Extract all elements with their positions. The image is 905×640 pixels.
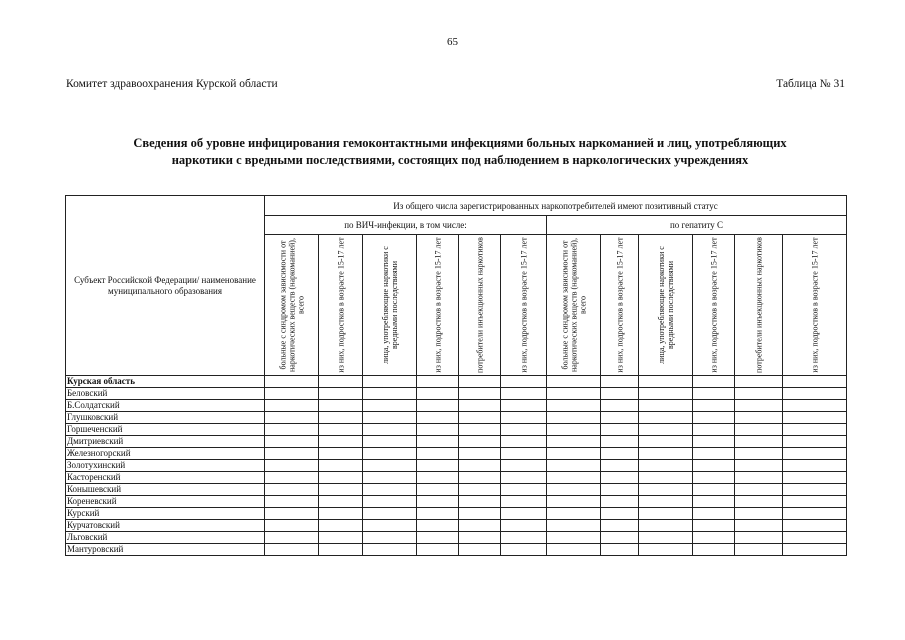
table-row xyxy=(66,400,847,412)
page-number: 65 xyxy=(447,36,458,48)
table-cell xyxy=(417,436,459,448)
table-cell xyxy=(735,424,783,436)
table-cell xyxy=(501,508,547,520)
table-cell xyxy=(601,424,639,436)
table-cell xyxy=(319,436,363,448)
table-cell xyxy=(319,520,363,532)
table-cell xyxy=(693,424,735,436)
table-cell xyxy=(417,460,459,472)
table-cell xyxy=(639,448,693,460)
group-header-hepatitis-c: по гепатиту С xyxy=(547,216,847,235)
table-cell xyxy=(601,496,639,508)
table-cell xyxy=(547,424,601,436)
table-cell xyxy=(783,496,847,508)
table-cell xyxy=(547,376,601,388)
table-cell xyxy=(601,532,639,544)
table-cell xyxy=(639,532,693,544)
table-cell xyxy=(265,388,319,400)
table-cell xyxy=(735,508,783,520)
column-header xyxy=(783,235,847,376)
table-cell xyxy=(601,400,639,412)
column-header-label: из них, подростков в возрасте 15-17 лет xyxy=(810,237,819,373)
table-cell xyxy=(547,388,601,400)
table-cell xyxy=(265,376,319,388)
table-cell xyxy=(601,484,639,496)
table-cell xyxy=(265,508,319,520)
column-header-label: лица, употребляющие наркотики с вредными последствиями xyxy=(380,246,399,364)
table-cell xyxy=(783,460,847,472)
column-header-label: из них, подростков в возрасте 15-17 лет xyxy=(615,237,624,373)
table-cell xyxy=(501,484,547,496)
column-header xyxy=(601,235,639,376)
table-cell xyxy=(417,496,459,508)
table-row xyxy=(66,484,847,496)
table-cell xyxy=(783,424,847,436)
table-row xyxy=(66,448,847,460)
table-row xyxy=(66,472,847,484)
column-header-label: потребители инъекционных наркотиков xyxy=(475,237,484,373)
table-cell xyxy=(547,412,601,424)
table-cell xyxy=(319,400,363,412)
table-cell xyxy=(265,460,319,472)
table-cell xyxy=(319,376,363,388)
table-cell xyxy=(363,448,417,460)
table-cell xyxy=(601,520,639,532)
table-cell xyxy=(501,436,547,448)
table-cell xyxy=(783,388,847,400)
table-cell xyxy=(363,388,417,400)
column-header xyxy=(417,235,459,376)
table-cell xyxy=(417,520,459,532)
table-cell xyxy=(783,448,847,460)
table-cell xyxy=(459,448,501,460)
column-header xyxy=(319,235,363,376)
row-name: Касторенский xyxy=(66,472,265,484)
column-header xyxy=(639,235,693,376)
table-row xyxy=(66,376,847,388)
table-cell xyxy=(459,532,501,544)
table-cell xyxy=(693,520,735,532)
table-cell xyxy=(693,436,735,448)
table-cell xyxy=(693,388,735,400)
table-cell xyxy=(417,532,459,544)
table-cell xyxy=(735,532,783,544)
committee-name: Комитет здравоохранения Курской области xyxy=(66,78,278,90)
table-cell xyxy=(501,496,547,508)
table-cell xyxy=(639,472,693,484)
table-cell xyxy=(319,496,363,508)
table-cell xyxy=(417,376,459,388)
table-cell xyxy=(735,412,783,424)
table-cell xyxy=(639,484,693,496)
table-cell xyxy=(265,472,319,484)
group-header-hiv: по ВИЧ-инфекции, в том числе: xyxy=(265,216,547,235)
table-cell xyxy=(417,388,459,400)
top-header: Из общего числа зарегистрированных наркопотребителей имеют позитивный статус xyxy=(265,196,847,216)
table-cell xyxy=(459,472,501,484)
table-cell xyxy=(693,508,735,520)
column-header-label: лица, употребляющие наркотики с вредными последствиями xyxy=(656,246,675,364)
table-cell xyxy=(783,532,847,544)
table-cell xyxy=(319,532,363,544)
table-cell xyxy=(363,484,417,496)
row-name: Курский xyxy=(66,508,265,520)
table-cell xyxy=(783,472,847,484)
table-cell xyxy=(639,436,693,448)
column-header xyxy=(501,235,547,376)
table-cell xyxy=(601,472,639,484)
table-cell xyxy=(601,436,639,448)
table-cell xyxy=(639,520,693,532)
table-cell xyxy=(735,376,783,388)
table-cell xyxy=(363,424,417,436)
table-cell xyxy=(417,484,459,496)
title-line-1: Сведения об уровне инфицирования гемоконтактными инфекциями больных наркоманией и лиц, употребляющих xyxy=(133,136,787,150)
table-cell xyxy=(265,436,319,448)
column-header-label: из них, подростков в возрасте 15-17 лет xyxy=(709,237,718,373)
table-cell xyxy=(735,388,783,400)
table-number: Таблица № 31 xyxy=(776,78,845,90)
row-name: Конышевский xyxy=(66,484,265,496)
table-cell xyxy=(783,412,847,424)
row-name: Беловский xyxy=(66,388,265,400)
table-cell xyxy=(639,412,693,424)
table-cell xyxy=(265,400,319,412)
table-cell xyxy=(639,400,693,412)
table-cell xyxy=(319,484,363,496)
table-cell xyxy=(265,544,319,556)
table-cell xyxy=(265,520,319,532)
column-header xyxy=(459,235,501,376)
column-header xyxy=(547,235,601,376)
table-cell xyxy=(547,472,601,484)
table-cell xyxy=(363,376,417,388)
table-cell xyxy=(639,496,693,508)
table-cell xyxy=(265,448,319,460)
table-row xyxy=(66,412,847,424)
data-table xyxy=(65,195,847,556)
table-cell xyxy=(459,496,501,508)
table-cell xyxy=(735,544,783,556)
table-cell xyxy=(459,388,501,400)
row-name: Горшеченский xyxy=(66,424,265,436)
table-cell xyxy=(693,472,735,484)
table-cell xyxy=(319,388,363,400)
column-header-label: из них, подростков в возрасте 15-17 лет xyxy=(433,237,442,373)
column-header-label: из них, подростков в возрасте 15-17 лет xyxy=(336,237,345,373)
column-header-label: из них, подростков в возрасте 15-17 лет xyxy=(519,237,528,373)
table-cell xyxy=(501,532,547,544)
table-cell xyxy=(547,532,601,544)
table-cell xyxy=(639,460,693,472)
table-cell xyxy=(459,508,501,520)
column-header xyxy=(693,235,735,376)
row-name: Железногорский xyxy=(66,448,265,460)
table-cell xyxy=(501,520,547,532)
table-cell xyxy=(501,472,547,484)
table-cell xyxy=(547,448,601,460)
table-cell xyxy=(363,400,417,412)
table-cell xyxy=(693,496,735,508)
table-cell xyxy=(265,424,319,436)
table-cell xyxy=(547,460,601,472)
table-cell xyxy=(735,484,783,496)
table-cell xyxy=(417,400,459,412)
table-cell xyxy=(501,424,547,436)
row-name: Курчатовский xyxy=(66,520,265,532)
table-cell xyxy=(601,388,639,400)
table-cell xyxy=(735,460,783,472)
table-cell xyxy=(459,412,501,424)
table-cell xyxy=(459,460,501,472)
column-header-label: больные с синдромом зависимости от наркотических веществ (наркоманией), всего xyxy=(278,238,305,372)
table-cell xyxy=(501,376,547,388)
column-header xyxy=(265,235,319,376)
table-cell xyxy=(459,544,501,556)
table-cell xyxy=(417,472,459,484)
table-cell xyxy=(783,508,847,520)
table-cell xyxy=(417,448,459,460)
table-cell xyxy=(547,520,601,532)
table-cell xyxy=(501,544,547,556)
table-cell xyxy=(735,520,783,532)
table-cell xyxy=(601,376,639,388)
table-cell xyxy=(265,532,319,544)
table-cell xyxy=(639,424,693,436)
column-header-label: потребители инъекционных наркотиков xyxy=(754,237,763,373)
column-header xyxy=(363,235,417,376)
table-cell xyxy=(783,400,847,412)
table-cell xyxy=(459,424,501,436)
table-cell xyxy=(319,508,363,520)
table-cell xyxy=(547,400,601,412)
table-cell xyxy=(363,508,417,520)
table-cell xyxy=(783,376,847,388)
table-cell xyxy=(319,424,363,436)
table-cell xyxy=(363,496,417,508)
table-cell xyxy=(363,436,417,448)
column-header xyxy=(735,235,783,376)
subject-header: Субъект Российской Федерации/ наименование муниципального образования xyxy=(66,196,265,376)
row-name: Курская область xyxy=(66,376,265,388)
table-cell xyxy=(265,412,319,424)
table-cell xyxy=(501,388,547,400)
table-cell xyxy=(417,412,459,424)
column-header-label: больные с синдромом зависимости от наркотических веществ (наркоманией), всего xyxy=(560,238,587,372)
table-cell xyxy=(693,412,735,424)
table-cell xyxy=(501,412,547,424)
table-cell xyxy=(735,400,783,412)
row-name: Б.Солдатский xyxy=(66,400,265,412)
table-cell xyxy=(735,472,783,484)
table-cell xyxy=(639,508,693,520)
table-cell xyxy=(417,508,459,520)
table-cell xyxy=(319,460,363,472)
table-cell xyxy=(639,376,693,388)
table-row xyxy=(66,424,847,436)
table-cell xyxy=(319,544,363,556)
table-cell xyxy=(693,484,735,496)
table-row xyxy=(66,388,847,400)
table-cell xyxy=(735,496,783,508)
table-cell xyxy=(501,400,547,412)
table-cell xyxy=(601,448,639,460)
table-cell xyxy=(693,376,735,388)
row-name: Золотухинский xyxy=(66,460,265,472)
table-row xyxy=(66,496,847,508)
table-cell xyxy=(459,520,501,532)
title-line-2: наркотики с вредными последствиями, состоящих под наблюдением в наркологических учреждениях xyxy=(171,153,749,167)
table-cell xyxy=(417,424,459,436)
table-cell xyxy=(319,448,363,460)
table-cell xyxy=(459,484,501,496)
table-row xyxy=(66,436,847,448)
row-name: Мантуровский xyxy=(66,544,265,556)
document-title xyxy=(60,135,860,169)
row-name: Дмитриевский xyxy=(66,436,265,448)
table-row xyxy=(66,460,847,472)
table-cell xyxy=(547,544,601,556)
table-cell xyxy=(547,496,601,508)
table-cell xyxy=(693,400,735,412)
table-cell xyxy=(363,472,417,484)
table-cell xyxy=(265,484,319,496)
table-cell xyxy=(601,460,639,472)
table-cell xyxy=(501,460,547,472)
table-cell xyxy=(601,508,639,520)
table-cell xyxy=(547,484,601,496)
table-cell xyxy=(363,544,417,556)
row-name: Глушковский xyxy=(66,412,265,424)
table-cell xyxy=(639,544,693,556)
table-cell xyxy=(459,376,501,388)
table-row xyxy=(66,544,847,556)
table-cell xyxy=(363,520,417,532)
table-cell xyxy=(601,544,639,556)
table-row xyxy=(66,532,847,544)
row-name: Кореневский xyxy=(66,496,265,508)
table-cell xyxy=(459,436,501,448)
table-cell xyxy=(783,520,847,532)
table-cell xyxy=(265,496,319,508)
table-cell xyxy=(363,460,417,472)
table-cell xyxy=(547,436,601,448)
table-row xyxy=(66,520,847,532)
table-cell xyxy=(783,544,847,556)
table-cell xyxy=(319,412,363,424)
table-cell xyxy=(363,412,417,424)
table-cell xyxy=(363,532,417,544)
table-cell xyxy=(783,436,847,448)
table-cell xyxy=(735,436,783,448)
table-cell xyxy=(783,484,847,496)
table-cell xyxy=(601,412,639,424)
table-cell xyxy=(417,544,459,556)
table-cell xyxy=(693,532,735,544)
table-cell xyxy=(459,400,501,412)
table-cell xyxy=(639,388,693,400)
table-cell xyxy=(693,544,735,556)
table-cell xyxy=(501,448,547,460)
table-cell xyxy=(693,460,735,472)
table-cell xyxy=(547,508,601,520)
table-row xyxy=(66,508,847,520)
table-cell xyxy=(735,448,783,460)
table-cell xyxy=(693,448,735,460)
table-cell xyxy=(319,472,363,484)
row-name: Льговский xyxy=(66,532,265,544)
